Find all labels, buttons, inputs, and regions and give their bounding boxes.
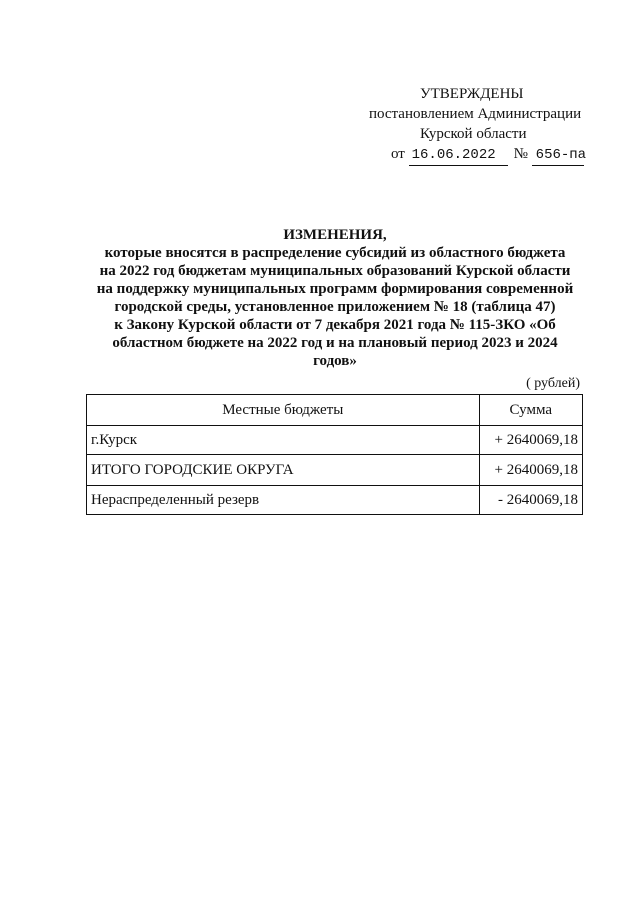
approval-stamp <box>340 84 620 166</box>
units-label: ( рублей) <box>526 376 580 391</box>
row-name: Нераспределенный резерв <box>87 486 480 515</box>
title-line: к Закону Курской области от 7 декабря 2021 года № 115-ЗКО «Об <box>114 317 556 333</box>
title-heading: ИЗМЕНЕНИЯ, <box>283 227 387 243</box>
budget-table <box>86 394 583 515</box>
table-row <box>87 426 583 455</box>
column-header-budgets: Местные бюджеты <box>87 395 480 426</box>
number-prefix: № <box>513 146 528 162</box>
row-amount: + 2640069,18 <box>479 455 582 486</box>
title-line: годов» <box>313 353 357 369</box>
date-prefix: от <box>391 146 405 162</box>
row-name: ИТОГО ГОРОДСКИЕ ОКРУГА <box>87 455 480 486</box>
table-row <box>87 486 583 515</box>
row-amount: - 2640069,18 <box>479 486 582 515</box>
document-title <box>80 226 590 370</box>
approval-heading: УТВЕРЖДЕНЫ <box>420 86 524 102</box>
table-header-row <box>87 395 583 426</box>
approval-date: 16.06.2022 <box>409 145 508 166</box>
approval-date-number <box>340 144 620 166</box>
title-line: на 2022 год бюджетам муниципальных образований Курской области <box>99 263 571 279</box>
row-amount: + 2640069,18 <box>479 426 582 455</box>
approval-number: 656-па <box>532 145 584 166</box>
title-line: городской среды, установленное приложением № 18 (таблица 47) <box>114 299 556 315</box>
approval-issuer: постановлением Администрации <box>369 106 582 122</box>
row-name: г.Курск <box>87 426 480 455</box>
approval-region: Курской области <box>420 126 527 142</box>
table-row <box>87 455 583 486</box>
title-line: на поддержку муниципальных программ формирования современной <box>96 281 574 297</box>
title-line: областном бюджете на 2022 год и на плановый период 2023 и 2024 <box>112 335 558 351</box>
column-header-amount: Сумма <box>479 395 582 426</box>
title-line: которые вносятся в распределение субсидий из областного бюджета <box>104 245 566 261</box>
